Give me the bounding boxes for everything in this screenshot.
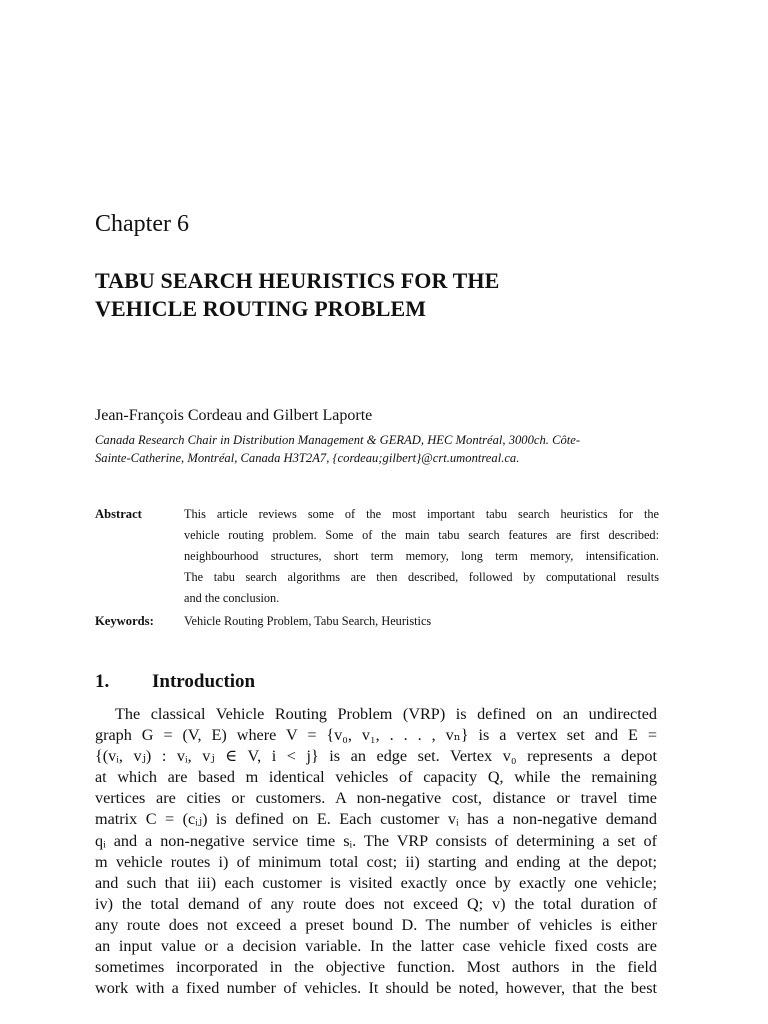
abstract-line: vehicle routing problem. Some of the main tabu search features are first described: (184, 528, 659, 543)
abstract-text (184, 505, 659, 607)
abstract-label: Abstract (95, 507, 142, 521)
title-line: VEHICLE ROUTING PROBLEM (95, 296, 427, 321)
abstract-line: The tabu search algorithms are then described, followed by computational results (184, 570, 659, 585)
body-line: sometimes incorporated in the objective function. Most authors in the field (95, 958, 657, 977)
abstract-line: This article reviews some of the most important tabu search heuristics for the (184, 507, 659, 521)
body-line: matrix C = (cᵢⱼ) is defined on E. Each customer vᵢ has a non-negative demand (95, 810, 657, 829)
abstract-line: neighbourhood structures, short term memory, long term memory, intensification. (184, 549, 659, 564)
section-title: Introduction (152, 671, 256, 692)
body-line: any route does not exceed a preset bound D. The number of vehicles is either (95, 915, 657, 934)
paper-title (95, 267, 499, 323)
body-text (95, 704, 657, 999)
affiliation-line: Canada Research Chair in Distribution Management & GERAD, HEC Montréal, 3000ch. Côte- (95, 433, 581, 447)
body-line: qᵢ and a non-negative service time sᵢ. The VRP consists of determining a set of (95, 831, 657, 850)
body-line: at which are based m identical vehicles of capacity Q, while the remaining (95, 768, 657, 787)
affiliation (95, 431, 665, 467)
authors: Jean-François Cordeau and Gilbert Laporte (95, 407, 373, 424)
body-line: an input value or a decision variable. In the latter case vehicle fixed costs are (95, 937, 657, 956)
body-line: The classical Vehicle Routing Problem (VRP) is defined on an undirected (115, 705, 657, 723)
keywords-text: Vehicle Routing Problem, Tabu Search, Heuristics (184, 614, 432, 628)
chapter-label: Chapter 6 (95, 211, 189, 237)
title-line: TABU SEARCH HEURISTICS FOR THE (95, 268, 500, 293)
body-line: and such that iii) each customer is visited exactly once by exactly one vehicle; (95, 873, 657, 892)
body-line: graph G = (V, E) where V = {v₀, v₁, . . . , vₙ} is a vertex set and E = (95, 726, 657, 745)
affiliation-line: Sainte-Catherine, Montréal, Canada H3T2A7, {cordeau;gilbert}@crt.umontreal.ca. (95, 451, 520, 465)
keywords-label: Keywords: (95, 614, 154, 628)
section-number: 1. (95, 671, 110, 692)
body-line: work with a fixed number of vehicles. It should be noted, however, that the best (95, 979, 657, 998)
body-line: m vehicle routes i) of minimum total cost; ii) starting and ending at the depot; (95, 852, 657, 871)
abstract-line: and the conclusion. (184, 591, 280, 606)
body-line: iv) the total demand of any route does not exceed Q; v) the total duration of (95, 894, 657, 913)
body-line: {(vᵢ, vⱼ) : vᵢ, vⱼ ∈ V, i < j} is an edge set. Vertex v₀ represents a depot (95, 747, 657, 766)
body-line: vertices are cities or customers. A non-negative cost, distance or travel time (95, 789, 657, 808)
